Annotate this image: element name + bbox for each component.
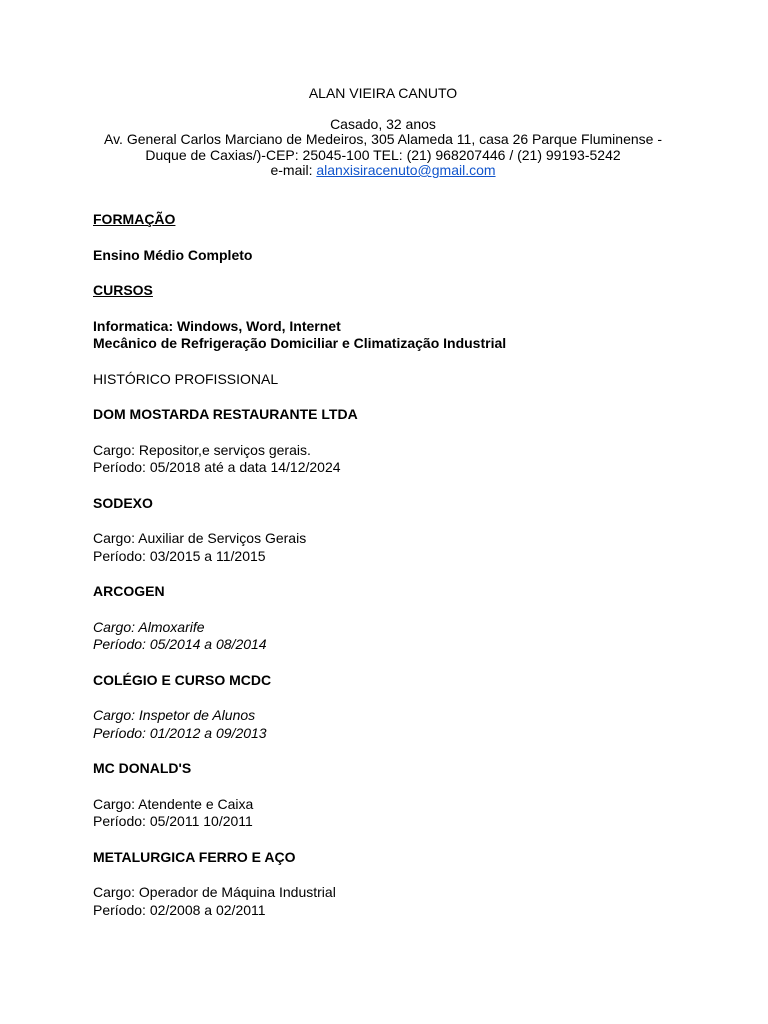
education-heading: FORMAÇÃO <box>93 211 176 227</box>
history-heading: HISTÓRICO PROFISSIONAL <box>93 370 279 387</box>
job-entry <box>93 849 693 920</box>
course-item: Informatica: Windows, Word, Internet <box>93 317 341 334</box>
job-company: METALURGICA FERRO E AÇO <box>93 848 296 865</box>
education-level: Ensino Médio Completo <box>93 246 253 263</box>
job-company: ARCOGEN <box>93 583 165 599</box>
job-role: Cargo: Repositor,e serviços gerais. <box>93 441 311 458</box>
job-company: DOM MOSTARDA RESTAURANTE LTDA <box>93 406 358 422</box>
job-period: Período: 01/2012 a 09/2013 <box>93 724 267 741</box>
job-role: Cargo: Auxiliar de Serviços Gerais <box>93 530 307 546</box>
resume-header <box>93 86 673 179</box>
job-role: Cargo: Atendente e Caixa <box>93 795 254 812</box>
job-entry <box>93 495 693 566</box>
job-entry <box>93 760 693 831</box>
job-company: COLÉGIO E CURSO MCDC <box>93 671 272 688</box>
job-entry <box>93 406 693 477</box>
course-item: Mecânico de Refrigeração Domiciliar e Climatização Industrial <box>93 335 507 351</box>
job-period: Período: 02/2008 a 02/2011 <box>93 901 266 918</box>
job-entry <box>93 672 693 743</box>
resume-body <box>93 211 693 919</box>
job-period: Período: 03/2015 a 11/2015 <box>93 547 266 564</box>
job-period: Período: 05/2018 até a data 14/12/2024 <box>93 459 341 475</box>
job-role: Cargo: Inspetor de Alunos <box>93 707 256 723</box>
email-link[interactable]: alanxisiracenuto@gmail.com <box>316 162 496 178</box>
job-entry <box>93 583 693 654</box>
email-line <box>93 163 673 179</box>
job-role: Cargo: Almoxarife <box>93 618 205 635</box>
applicant-name: ALAN VIEIRA CANUTO <box>308 85 458 101</box>
marital-status-age: Casado, 32 anos <box>330 115 436 132</box>
address-line-1: Av. General Carlos Marciano de Medeiros, 305 Alameda 11, casa 26 Parque Fluminense - <box>104 131 662 147</box>
job-period: Período: 05/2014 a 08/2014 <box>93 636 267 652</box>
job-company: SODEXO <box>93 494 153 511</box>
job-role: Cargo: Operador de Máquina Industrial <box>93 884 336 900</box>
address-line-2: Duque de Caxias/)-CEP: 25045-100 TEL: (21) 968207446 / (21) 99193-5242 <box>145 146 621 163</box>
job-period: Período: 05/2011 10/2011 <box>93 813 253 829</box>
email-label: e-mail: <box>270 162 317 178</box>
courses-heading: CURSOS <box>93 282 153 298</box>
job-company: MC DONALD'S <box>93 760 192 776</box>
